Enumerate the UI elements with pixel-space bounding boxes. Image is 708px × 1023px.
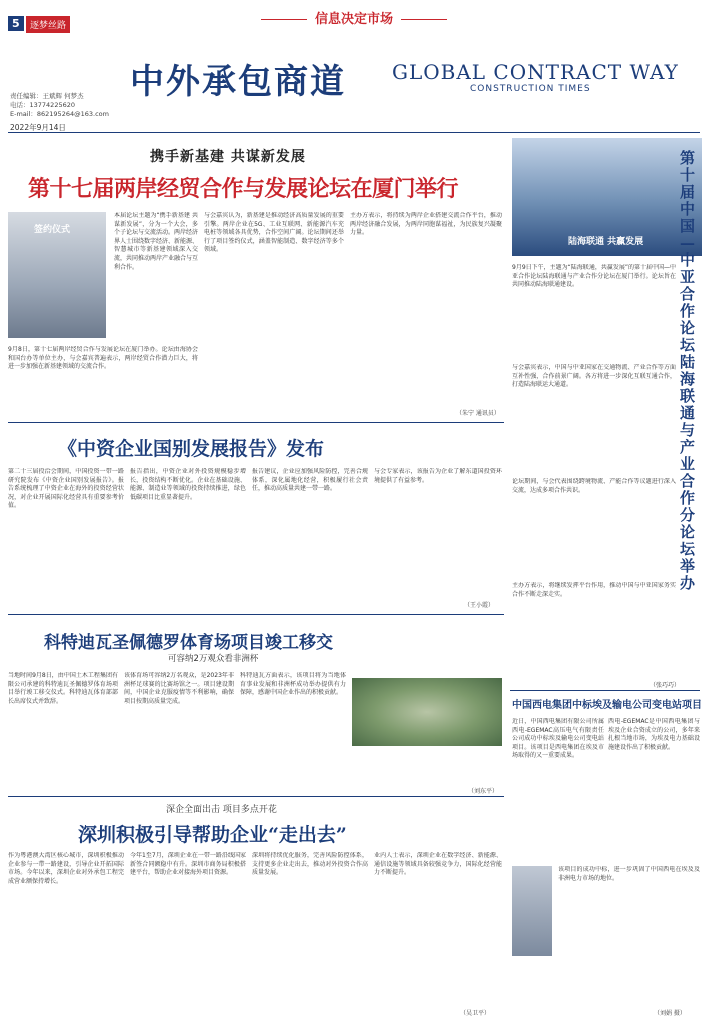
stadium-photo xyxy=(352,678,502,746)
divider-right xyxy=(510,690,700,691)
article3-subtitle: 可容纳2万观众看非洲杯 xyxy=(168,654,259,664)
article2-byline: （王小霞） xyxy=(464,602,495,609)
divider-1 xyxy=(8,422,504,423)
article6-col-b: 西电-EGEMAC是中国西电集团与埃及企业合资成立的公司，多年来扎根当地市场，为埃及电力基础设施建设作出了积极贡献。 xyxy=(608,718,700,751)
article1-col-a: 本届论坛主题为“携手新基建 共谋新发展”，分为一个大会，多个子论坛与交流活动。两岸经济界人士围绕数字经济、新能源、智慧城市等新基建领域深入交流，共同推动两岸产业融合与互利合作。 xyxy=(114,212,198,271)
article6-photo xyxy=(512,866,552,956)
masthead-en: GLOBAL CONTRACT WAY xyxy=(392,60,679,84)
article4-col-c: 深圳将持续优化服务，完善风险防控体系，支持更多企业走出去，推动对外投资合作高质量发展。 xyxy=(252,852,368,877)
editor-info xyxy=(10,92,109,119)
article5-col-b: 与会嘉宾表示，中国与中亚国家在交通物流、产业合作等方面互补性强，合作前景广阔。各方将进一步深化互联互通合作，打造陆海联运大通道。 xyxy=(512,364,676,389)
article4-col-b: 今年1至7月，深圳企业在一带一路沿线国家新签合同额稳中有升。深圳市商务局积极搭建平台，帮助企业对接海外项目资源。 xyxy=(130,852,246,877)
phone-line: 电话：13774225620 xyxy=(10,101,75,109)
article5-vertical-headline: 第十届中国—中亚合作论坛陆海联通与产业合作分论坛举办 xyxy=(680,149,696,592)
article1-byline: （朱宁 通讯员） xyxy=(456,410,500,417)
divider-3 xyxy=(8,796,504,797)
article3-col-b: 该体育场可容纳2万名观众，是2023年非洲杯足球赛的比赛场馆之一。项目建设期间，中国企业克服疫情等不利影响，确保项目按期高质量完成。 xyxy=(124,672,234,705)
top-bar xyxy=(0,0,708,34)
divider-2 xyxy=(8,614,504,615)
article1-col-d: 主办方表示，将持续为两岸企业搭建交流合作平台，推动两岸经济融合发展，为两岸同胞谋福祉，为民族复兴凝聚力量。 xyxy=(350,212,502,237)
article3-col-a: 当地时间9月8日，由中国土木工程集团有限公司承建的科特迪瓦圣佩德罗体育场项目举行竣工移交仪式。科特迪瓦体育部部长出席仪式并致辞。 xyxy=(8,672,118,705)
article2-col-b: 报告指出，中资企业对外投资规模稳步增长，投资结构不断优化。企业在基础设施、能源、制造业等领域的投资持续推进，绿色低碳项目比重显著提升。 xyxy=(130,468,246,501)
article4-kicker: 深企全面出击 项目多点开花 xyxy=(166,805,277,815)
masthead-en-sub: CONSTRUCTION TIMES xyxy=(470,84,591,94)
article4-byline: （吴卫平） xyxy=(460,1010,491,1017)
article6-col-a: 近日，中国西电集团有限公司所属西电-EGEMAC高压电气有限责任公司成功中标埃及输电公司变电站项目。该项目是西电集团在埃及市场取得的又一重要成果。 xyxy=(512,718,604,760)
article5-col-a: 9月9日下午，主题为“陆海联通，共赢发展”的第十届中国—中亚合作论坛陆海联通与产业合作分论坛在厦门举行。论坛旨在共同推动陆海联通建设。 xyxy=(512,264,676,289)
article1-photo-caption: 签约仪式 xyxy=(34,225,71,235)
email-line: E-mail：862195264@163.com xyxy=(10,110,109,118)
article3-headline: 科特迪瓦圣佩德罗体育场项目竣工移交 xyxy=(44,633,333,653)
article6-col-c: 该项目的成功中标，进一步巩固了中国西电在埃及及非洲电力市场的地位。 xyxy=(558,866,700,882)
article1-col-c: 与会嘉宾认为，新基建是推动经济高质量发展的重要引擎。两岸企业在5G、工业互联网、新能源汽车充电桩等领域各具优势，合作空间广阔。论坛期间还举行了项目签约仪式，涵盖智能制造、数字经济等多个领域。 xyxy=(204,212,344,254)
article3-col-c: 科特迪瓦方面表示，该项目将为当地体育事业发展和非洲杯成功举办提供有力保障，感谢中国企业作出的积极贡献。 xyxy=(240,672,346,697)
article5-col-c: 论坛期间，与会代表围绕跨境物流、产能合作等议题进行深入交流，达成多项合作共识。 xyxy=(512,478,676,494)
column-tag: 逐梦丝路 xyxy=(26,16,70,33)
article2-col-d: 与会专家表示，该报告为企业了解东道国投资环境提供了有益参考。 xyxy=(374,468,502,484)
masthead-cn: 中外承包商道 xyxy=(130,62,346,102)
header-divider xyxy=(8,132,700,133)
article4-col-a: 作为粤港澳大湾区核心城市，深圳积极推动企业参与一带一路建设，引导企业开拓国际市场。今年以来，深圳企业对外承包工程完成营业额保持增长。 xyxy=(8,852,124,885)
article5-col-d: 主办方表示，将继续发挥平台作用，推动中国与中亚国家务实合作不断走深走实。 xyxy=(512,582,676,598)
article4-col-d: 业内人士表示，深圳企业在数字经济、新能源、通信设施等领域具备较强竞争力，国际化经营能力不断提升。 xyxy=(374,852,502,877)
article2-headline: 《中资企业国别发展报告》发布 xyxy=(58,438,325,460)
article1-kicker: 携手新基建 共谋新发展 xyxy=(150,149,306,165)
article3-byline: （刘东平） xyxy=(468,788,499,795)
issue-date: 2022年9月14日 xyxy=(10,123,66,132)
page-number: 5 xyxy=(8,16,24,31)
article1-photo xyxy=(8,212,106,338)
forum-photo-caption: 陆海联通 共赢发展 xyxy=(568,237,644,247)
article1-headline: 第十七届两岸经贸合作与发展论坛在厦门举行 xyxy=(28,176,459,202)
article5-byline: （张巧巧） xyxy=(650,682,681,689)
article6-byline: （刘娟 摄） xyxy=(654,1010,686,1017)
editor-line: 责任编辑：王斌辉 何梦杰 xyxy=(10,92,84,100)
article2-col-c: 报告建议，企业应加强风险防控，完善合规体系，深化属地化经营，积极履行社会责任，推动高质量共建一带一路。 xyxy=(252,468,368,493)
forum-photo xyxy=(512,138,702,256)
article4-headline: 深圳积极引导帮助企业“走出去” xyxy=(78,824,347,846)
article2-col-a: 第二十三届投洽会期间，中国投资一带一路研究院发布《中资企业国别发展报告》。报告系统梳理了中资企业在海外的投资经营状况，对企业开展国际化经营具有重要参考价值。 xyxy=(8,468,124,510)
section-title: 信息决定市场 xyxy=(0,8,708,27)
article6-headline: 中国西电集团中标埃及输电公司变电站项目 xyxy=(512,700,702,711)
article1-col-b: 9月8日，第十七届两岸经贸合作与发展论坛在厦门举办。论坛由海协会和国台办等单位主办，与会嘉宾普遍表示，两岸经贸合作潜力巨大，将进一步加强在新基建领域的交流合作。 xyxy=(8,346,198,371)
